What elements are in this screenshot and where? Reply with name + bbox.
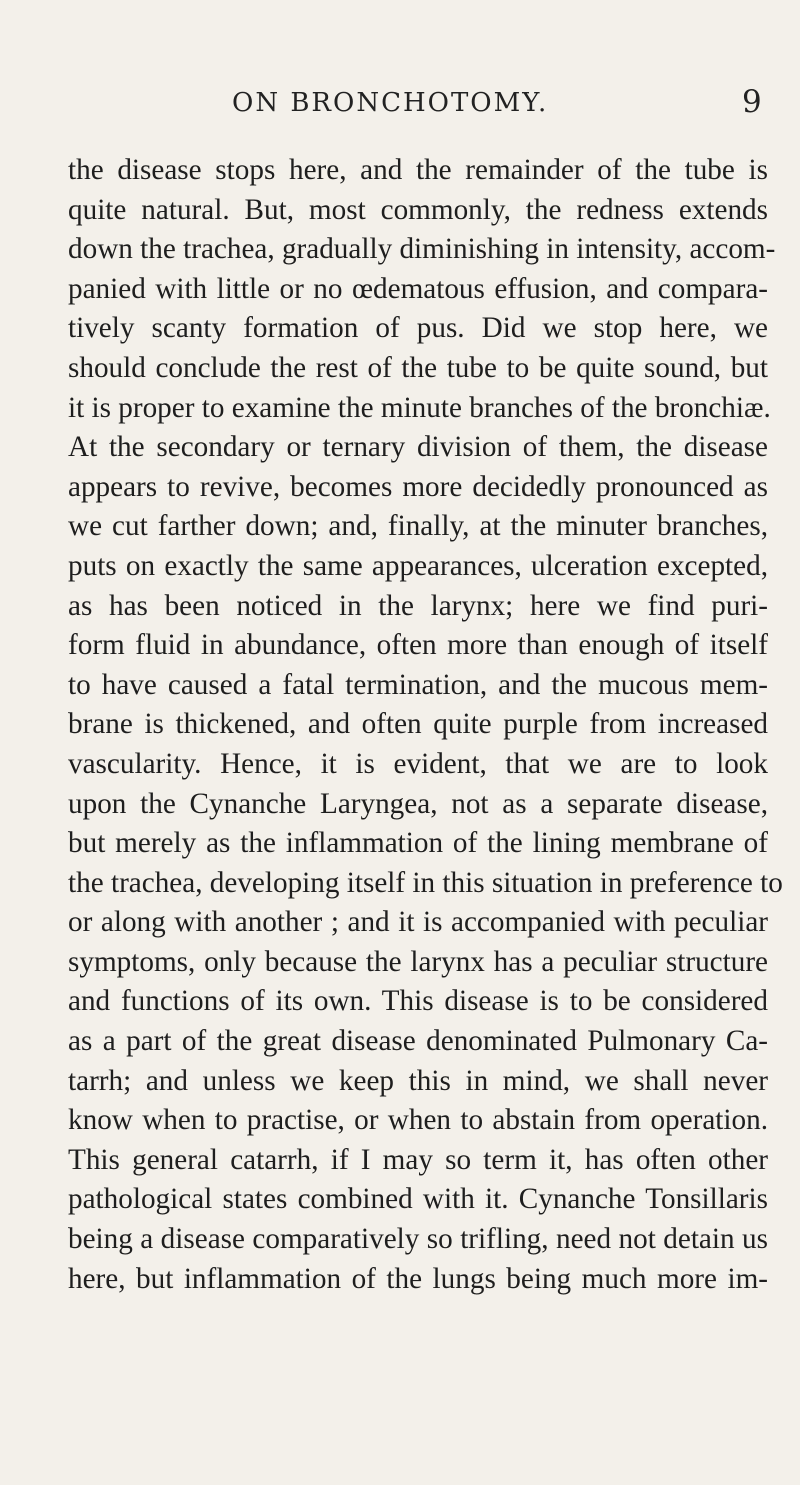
text-line: vascularity. Hence, it is evident, that we are to look bbox=[68, 747, 768, 780]
text-line: should conclude the rest of the tube to be quite sound, but bbox=[68, 351, 768, 384]
text-line: tarrh; and unless we keep this in mind, we shall never bbox=[68, 1064, 768, 1097]
text-line: it is proper to examine the minute branches of the bronchiæ. bbox=[68, 391, 771, 424]
text-line: the trachea, developing itself in this situation in preference to bbox=[68, 866, 783, 899]
text-line: down the trachea, gradually diminishing in intensity, accom- bbox=[68, 233, 776, 266]
page-number: 9 bbox=[742, 84, 762, 120]
running-title: ON BRONCHOTOMY. bbox=[232, 88, 549, 118]
text-line: form fluid in abundance, often more than enough of itself bbox=[68, 629, 768, 662]
text-line: as has been noticed in the larynx; here we find puri- bbox=[68, 589, 768, 622]
text-line: or along with another ; and it is accompanied with peculiar bbox=[68, 906, 768, 939]
text-line: tively scanty formation of pus. Did we stop here, we bbox=[68, 312, 768, 345]
text-line: being a disease comparatively so trifling, need not detain us bbox=[68, 1223, 768, 1256]
text-line: puts on exactly the same appearances, ulceration excepted, bbox=[68, 549, 768, 582]
text-line: This general catarrh, if I may so term it, has often other bbox=[68, 1143, 768, 1176]
text-line: to have caused a fatal termination, and the mucous mem- bbox=[68, 668, 768, 701]
text-line: symptoms, only because the larynx has a peculiar structure bbox=[68, 945, 768, 978]
running-head bbox=[0, 84, 800, 128]
text-line: quite natural. But, most commonly, the redness extends bbox=[68, 193, 768, 226]
text-line: pathological states combined with it. Cynanche Tonsillaris bbox=[68, 1183, 768, 1216]
body-text bbox=[68, 151, 783, 1299]
text-line: brane is thickened, and often quite purple from increased bbox=[68, 708, 768, 741]
text-line: as a part of the great disease denominated Pulmonary Ca- bbox=[68, 1025, 768, 1058]
text-line: upon the Cynanche Laryngea, not as a separate disease, bbox=[68, 787, 768, 820]
text-line: but merely as the inflammation of the lining membrane of bbox=[68, 827, 768, 860]
text-line: know when to practise, or when to abstain from operation. bbox=[68, 1104, 768, 1137]
text-line: appears to revive, becomes more decidedly pronounced as bbox=[68, 470, 768, 503]
text-line: we cut farther down; and, finally, at the minuter branches, bbox=[68, 510, 768, 543]
text-line: panied with little or no œdematous effusion, and compara- bbox=[68, 272, 768, 305]
text-line: At the secondary or ternary division of them, the disease bbox=[68, 431, 768, 464]
text-line: the disease stops here, and the remainder of the tube is bbox=[68, 154, 768, 186]
text-line: here, but inflammation of the lungs being much more im- bbox=[68, 1262, 768, 1295]
text-line: and functions of its own. This disease is to be considered bbox=[68, 985, 768, 1018]
